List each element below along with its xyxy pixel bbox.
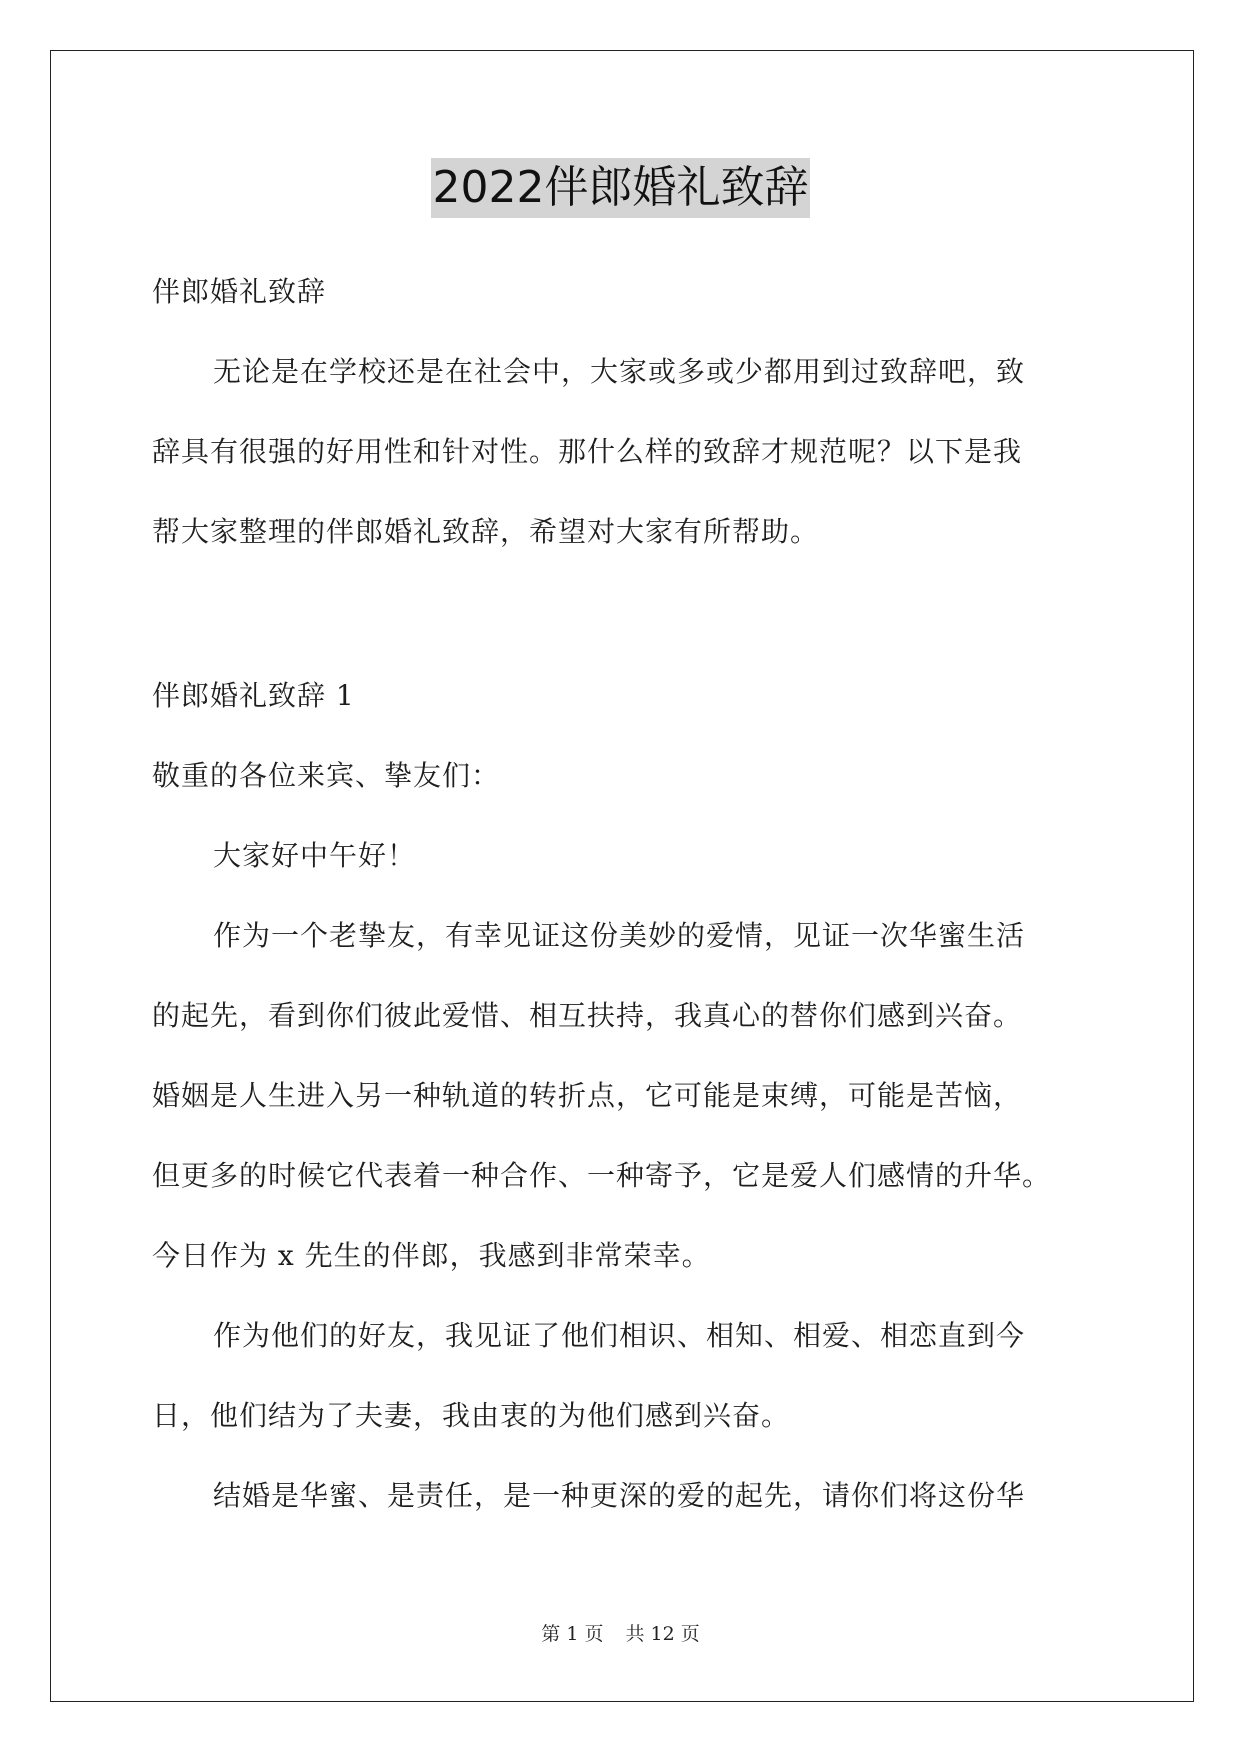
paragraph-line: 无论是在学校还是在社会中，大家或多或少都用到过致辞吧，致 bbox=[213, 355, 1026, 388]
paragraph-line: 日，他们结为了夫妻，我由衷的为他们感到兴奋。 bbox=[152, 1399, 791, 1432]
paragraph-line: 结婚是华蜜、是责任，是一种更深的爱的起先，请你们将这份华 bbox=[213, 1479, 1026, 1512]
paragraph-line: 帮大家整理的伴郎婚礼致辞，希望对大家有所帮助。 bbox=[152, 515, 820, 548]
paragraph-line: 的起先，看到你们彼此爱惜、相互扶持，我真心的替你们感到兴奋。 bbox=[152, 999, 1023, 1032]
page-total: 共 12 页 bbox=[625, 1623, 700, 1645]
paragraph-line: 作为他们的好友，我见证了他们相识、相知、相爱、相恋直到今 bbox=[213, 1319, 1026, 1352]
paragraph-line: 但更多的时候它代表着一种合作、一种寄予，它是爱人们感情的升华。 bbox=[152, 1159, 1052, 1192]
paragraph-line: 婚姻是人生进入另一种轨道的转折点，它可能是束缚，可能是苦恼， bbox=[152, 1079, 1023, 1112]
paragraph-line: 今日作为 x 先生的伴郎，我感到非常荣幸。 bbox=[152, 1239, 711, 1272]
section-heading: 伴郎婚礼致辞 1 bbox=[152, 679, 355, 712]
document-title: 2022伴郎婚礼致辞 bbox=[431, 158, 811, 218]
title-container bbox=[0, 158, 1241, 218]
greeting: 大家好中午好！ bbox=[213, 839, 417, 872]
section-heading: 伴郎婚礼致辞 bbox=[152, 275, 327, 308]
salutation: 敬重的各位来宾、挚友们： bbox=[152, 759, 501, 792]
paragraph-line: 辞具有很强的好用性和针对性。那什么样的致辞才规范呢？以下是我 bbox=[152, 435, 1023, 468]
page-number: 第 1 页 bbox=[541, 1623, 604, 1645]
page-footer bbox=[0, 1619, 1241, 1646]
paragraph-line: 作为一个老挚友，有幸见证这份美妙的爱情，见证一次华蜜生活 bbox=[213, 919, 1026, 952]
